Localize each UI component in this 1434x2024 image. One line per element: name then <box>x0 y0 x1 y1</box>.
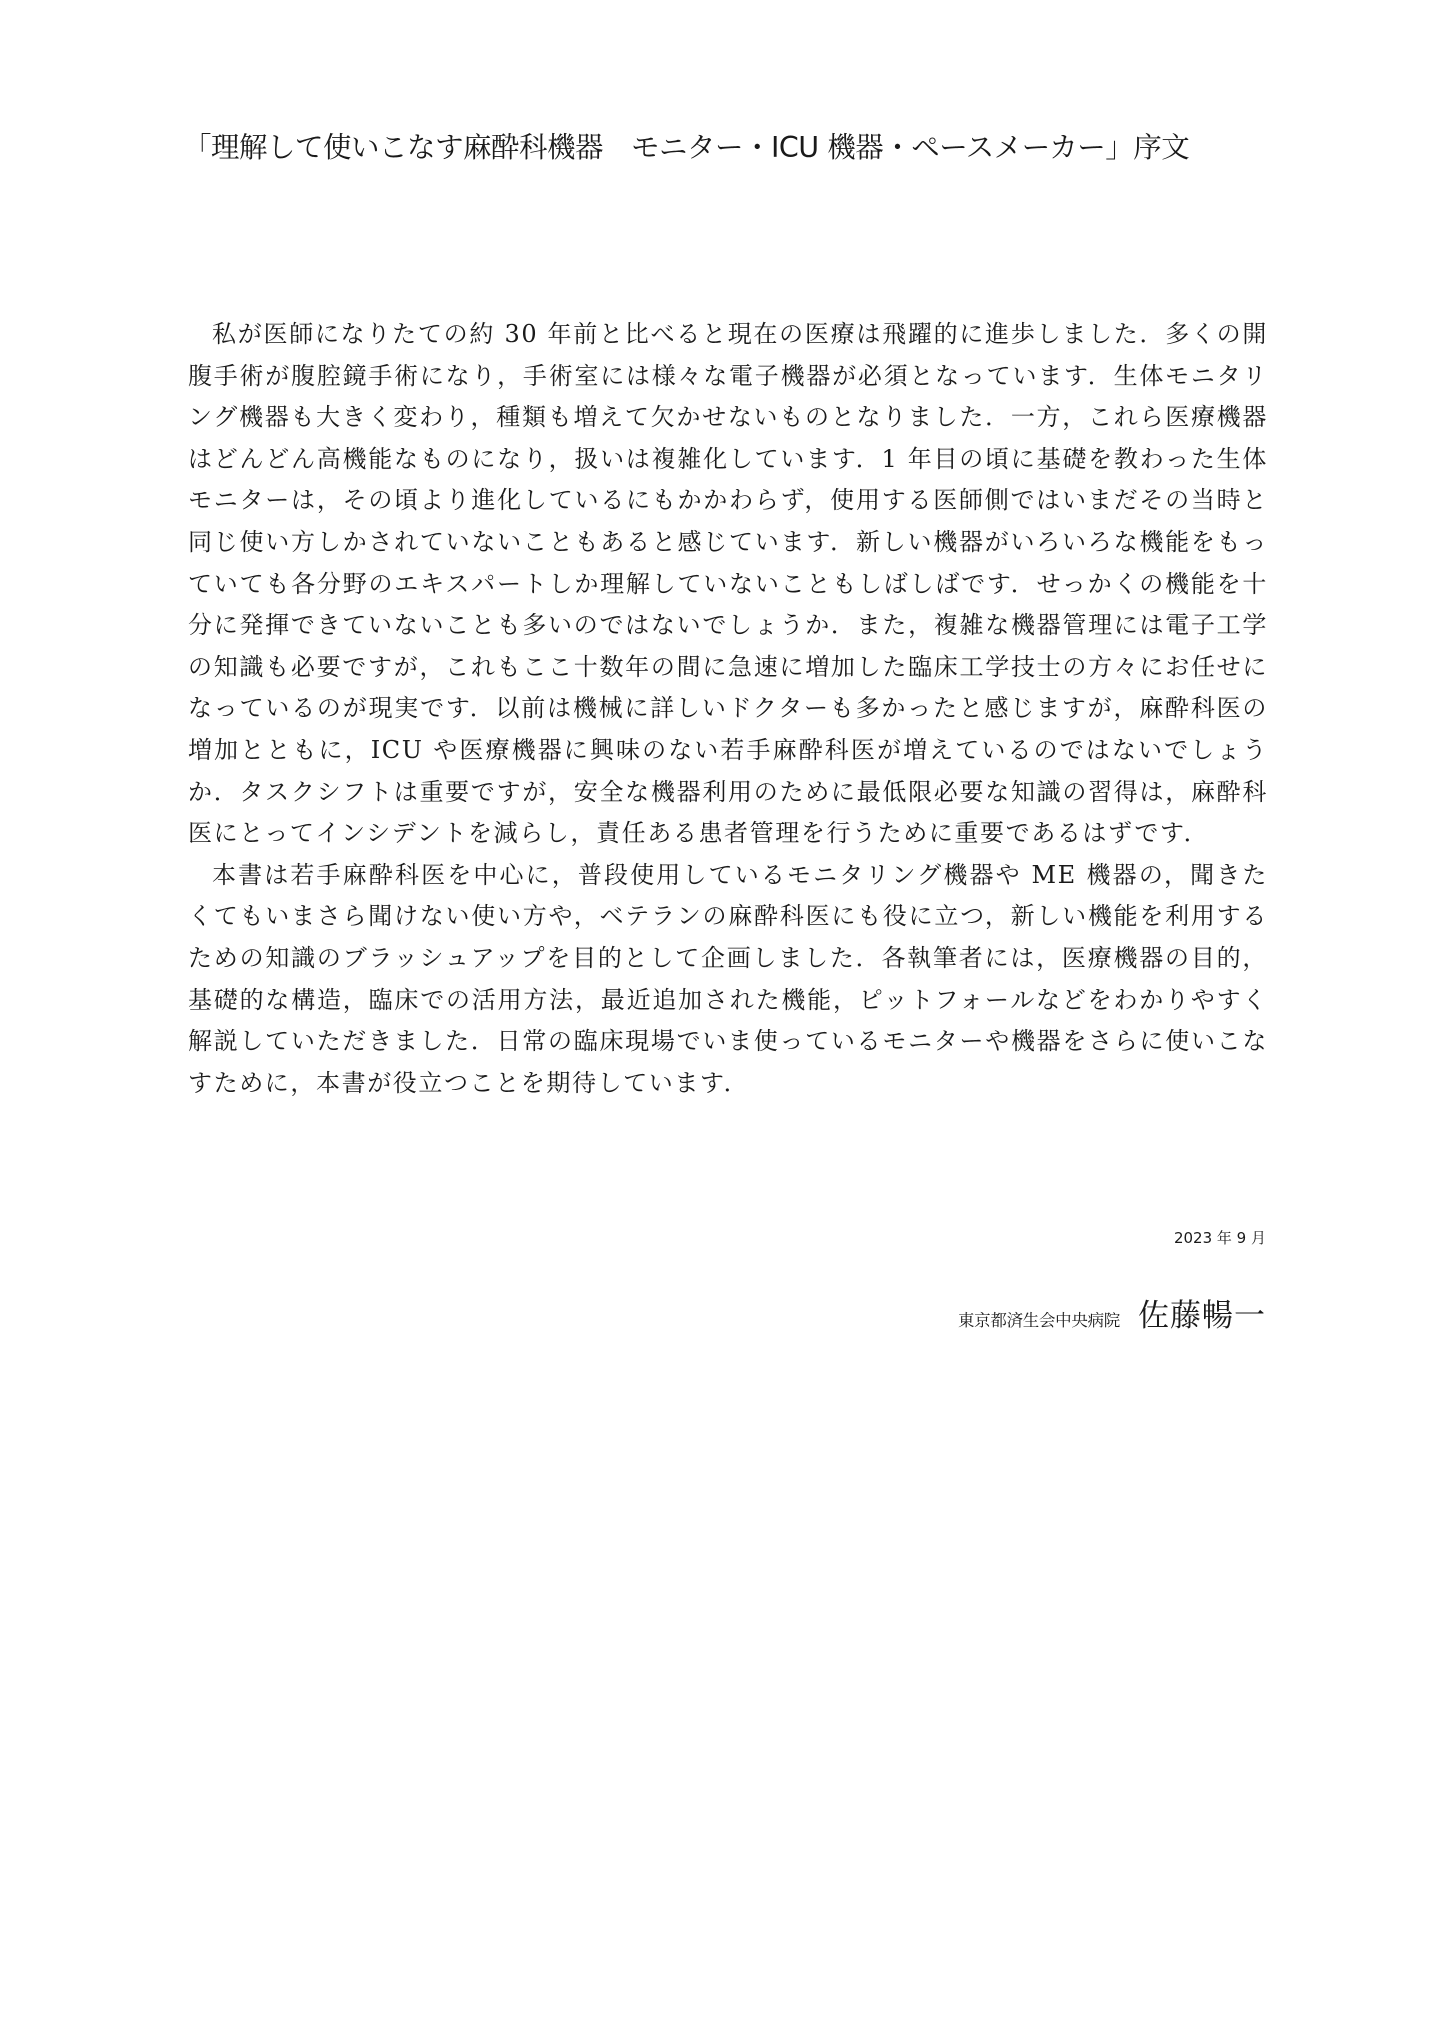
preface-paragraph-2: 本書は若手麻酔科医を中心に，普段使用しているモニタリング機器や ME 機器の，聞きたくてもいまさら聞けない使い方や，ベテランの麻酔科医にも役に立つ，新しい機能を利用するための知識のブラッシュアップを目的として企画しました．各執筆者には，医療機器の目的，基礎的な構造，臨床での活用方法，最近追加された機能，ピットフォールなどをわかりやすく解説していただきました．日常の臨床現場でいま使っているモニターや機器をさらに使いこなすために，本書が役立つことを期待しています． <box>188 860 1268 1097</box>
page-title: 「理解して使いこなす麻酔科機器 モニター・ICU 機器・ペースメーカー」序文 <box>183 131 1190 164</box>
signature-block <box>958 1290 1266 1335</box>
preface-paragraph-1: 私が医師になりたての約 30 年前と比べると現在の医療は飛躍的に進歩しました．多くの開腹手術が腹腔鏡手術になり，手術室には様々な電子機器が必須となっています．生体モニタリング機器も大きく変わり，種類も増えて欠かせないものとなりました．一方，これら医療機器はどんどん高機能なものになり，扱いは複雑化しています．1 年目の頃に基礎を教わった生体モニターは，その頃より進化しているにもかかわらず，使用する医師側ではいまだその当時と同じ使い方しかされていないこともあると感じています．新しい機器がいろいろな機能をもっていても各分野のエキスパートしか理解していないこともしばしばです．せっかくの機能を十分に発揮できていないことも多いのではないでしょうか．また，複雑な機器管理には電子工学の知識も必要ですが，これもここ十数年の間に急速に増加した臨床工学技士の方々にお任せになっているのが現実です．以前は機械に詳しいドクターも多かったと感じますが，麻酔科医の増加とともに，ICU や医療機器に興味のない若手麻酔科医が増えているのではないでしょうか．タスクシフトは重要ですが，安全な機器利用のために最低限必要な知識の習得は，麻酔科医にとってインシデントを減らし，責任ある患者管理を行うために重要であるはずです． <box>188 320 1268 848</box>
author-name: 佐藤暢一 <box>1138 1298 1266 1334</box>
author-affiliation: 東京都済生会中央病院 <box>957 1311 1120 1330</box>
preface-date: 2023 年 9 月 <box>1173 1229 1266 1247</box>
preface-body <box>188 314 1268 1104</box>
